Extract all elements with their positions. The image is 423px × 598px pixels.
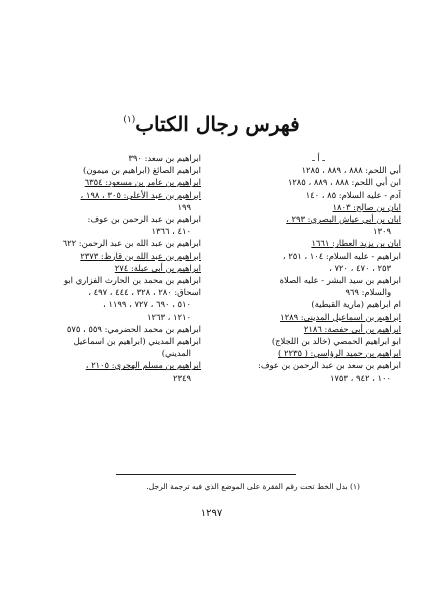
index-entry: ٥١٠ ، ٦٩٠ ، ٧٢٧ ، ١١٩٩ ، <box>103 299 191 310</box>
index-entry: والسلام: ٩٦٩ <box>345 287 391 298</box>
index-entry: ١٢١٠ ، ١٢٦٣ <box>146 311 191 322</box>
index-entry: ابراهيم بن أبي حفصة: ٢١٨٦ <box>303 323 401 334</box>
index-entry: ابراهيم بن محمد بن الحارث الفزاري ابو <box>63 275 201 286</box>
index-entry: ابراهيم بن عامر بن مسعود: ٦٣٥٤ <box>84 177 201 188</box>
index-entry: ٢٥٣ ، ٤٧٠ ، ٧٢٠ ، <box>329 262 391 273</box>
index-entry: ابراهيم بن عبد الله بن قارظ: ٢٣٧٣ <box>80 250 201 261</box>
index-entry: ابو ابراهيم الحمصي (خالد بن اللجلاج) <box>271 336 401 347</box>
index-entry: ٤١٠ ، ١٣٦٦ <box>151 226 191 237</box>
index-entry: ابراهيم بن عبد الله بن عبد الرحمن: ٦٢٢ <box>62 238 201 249</box>
index-entry: ابراهيم بن سعد: ٣٩٠ <box>128 153 201 163</box>
index-entry: ابراهيم - عليه السلام: ١٠٤ ، ٢٥١ ، <box>282 250 401 261</box>
footnote: (١) بدل الخط تحت رقم الفقرة على الموضع الذي فيه ترجمة الرجل. <box>146 482 360 491</box>
index-entry: ابان بن صالح: ١٨٠٣ <box>332 201 401 212</box>
index-entry: المديني) <box>161 348 191 359</box>
index-entry: ١٣٠٩ <box>373 226 391 237</box>
title-footnote-marker: (١) <box>123 115 136 125</box>
index-entry: ابراهيم بن محمد الحضرمي: ٥٥٩ ، ٥٧٥ <box>66 323 201 334</box>
index-entry: ابراهيم بن سعد بن عبد الرحمن بن عوف: <box>258 360 401 371</box>
index-entry: ابراهيم بن عبد الأعلى: ٣٠٥ ، ١٩٨ ، <box>80 189 201 200</box>
index-entry: ابراهيم بن مسلم الهجري: ٢١٠٥ ، <box>85 360 201 371</box>
index-entry: ابراهيم بن اسماعيل المديني: ١٢٨٩ <box>280 311 401 322</box>
index-entry: ابراهيم بن عبد الرحمن بن عوف: <box>87 214 201 225</box>
page-title <box>0 112 423 136</box>
index-entry: ابراهيم بن سيد البشر - عليه الصلاة <box>279 275 401 286</box>
index-entry: ١٠٠ ، ٩٤٢ ، ١٧٥٣ <box>329 372 391 383</box>
index-entry: ابراهيم بن حميد الرؤاسي: ( ٢٢٣٥ ) <box>278 348 401 359</box>
footnote-separator <box>116 474 296 475</box>
index-entry: ابراهيم الصائغ (ابراهيم بن ميمون) <box>83 165 201 176</box>
index-entry: ام ابراهيم (مارية القبطية) <box>311 299 401 310</box>
page-number: ١٢٩٧ <box>200 508 223 519</box>
index-entry: ابان بن أبي عياش البصري: ٢٩٣ ، <box>286 214 401 225</box>
index-entry: آدم - عليه السلام: ٨٥ ، ١٤٠ <box>305 189 401 200</box>
index-entry: ابراهيم المديني (ابراهيم بن اسماعيل <box>73 336 201 347</box>
index-entry: أبي اللحم: ٨٨٨ ، ٨٨٩ ، ١٢٨٥ <box>301 165 401 176</box>
index-entry: ابراهيم بن أبي عبلة: ٢٧٤ <box>114 262 201 273</box>
index-entry: ابن أبي اللحم: ٨٨٨ ، ٨٨٩ ، ١٢٨٥ <box>287 177 401 188</box>
index-column-left <box>36 152 201 384</box>
index-entry: ١٩٩ <box>177 201 191 212</box>
index-entry: ابان بن يزيد العطار: ١٦٦١ <box>311 238 401 249</box>
index-column-right <box>236 152 401 384</box>
index-entry: ـ أ ـ <box>312 153 325 163</box>
index-entry: ٢٣٤٩ <box>173 372 191 383</box>
page-title-text: فهرس رجال الكتاب <box>135 112 300 136</box>
index-entry: اسحاق: ٢٨٠ ، ٣٢٨ ، ٤٤٤ ، ٤٩٧ ، <box>88 287 201 298</box>
